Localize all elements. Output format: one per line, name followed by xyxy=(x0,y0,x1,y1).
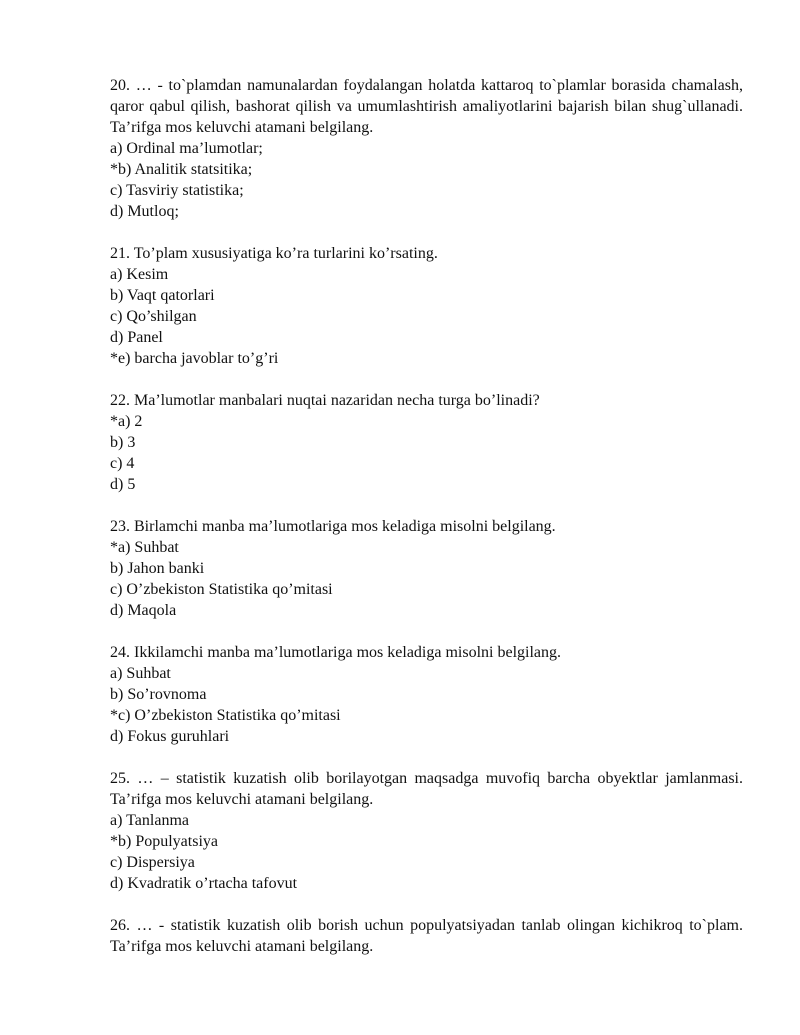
answer-option: *a) 2 xyxy=(110,413,143,430)
question-24 xyxy=(110,642,743,747)
question-text: 25. … – statistik kuzatish olib borilayotgan maqsadga muvofiq barcha obyektlar jamlanmasi. Ta’rifga mos keluvchi atamani belgilang. xyxy=(110,770,743,808)
answer-option: c) Dispersiya xyxy=(110,854,195,871)
answer-option: b) Vaqt qatorlari xyxy=(110,287,215,304)
answer-option: a) Tanlanma xyxy=(110,812,189,829)
answer-option: *e) barcha javoblar to’g’ri xyxy=(110,350,279,367)
answer-option: d) Maqola xyxy=(110,602,177,619)
question-text: 20. … - to`plamdan namunalardan foydalangan holatda kattaroq to`plamlar borasida chamalash, qaror qabul qilish, bashorat qilish va umumlashtirish amaliyotlarini bajarish bilan shug`ullanadi. Ta’rifga mos keluvchi atamani belgilang. xyxy=(110,77,743,136)
answer-option: c) O’zbekiston Statistika qo’mitasi xyxy=(110,581,333,598)
answer-option: b) 3 xyxy=(110,434,136,451)
answer-option: *a) Suhbat xyxy=(110,539,179,556)
answer-option: b) Jahon banki xyxy=(110,560,205,577)
answer-option: d) Mutloq; xyxy=(110,203,179,220)
answer-option: *b) Populyatsiya xyxy=(110,833,218,850)
answer-option: a) Ordinal ma’lumotlar; xyxy=(110,140,263,157)
question-text: 23. Birlamchi manba ma’lumotlariga mos keladiga misolni belgilang. xyxy=(110,518,556,535)
question-21 xyxy=(110,243,743,369)
answer-option: a) Suhbat xyxy=(110,665,171,682)
answer-option: c) Tasviriy statistika; xyxy=(110,182,244,199)
answer-option: c) Qo’shilgan xyxy=(110,308,197,325)
answer-option: a) Kesim xyxy=(110,266,169,283)
question-20 xyxy=(110,75,743,222)
answer-option: *b) Analitik statsitika; xyxy=(110,161,253,178)
answer-option: b) So’rovnoma xyxy=(110,686,207,703)
question-text: 26. … - statistik kuzatish olib borish uchun populyatsiyadan tanlab olingan kichikroq to`plam. Ta’rifga mos keluvchi atamani belgilang. xyxy=(110,917,743,955)
answer-option: d) Panel xyxy=(110,329,163,346)
question-23 xyxy=(110,516,743,621)
question-22 xyxy=(110,390,743,495)
answer-option: d) Fokus guruhlari xyxy=(110,728,230,745)
answer-option: d) Kvadratik o’rtacha tafovut xyxy=(110,875,298,892)
answer-option: d) 5 xyxy=(110,476,136,493)
question-text: 24. Ikkilamchi manba ma’lumotlariga mos keladiga misolni belgilang. xyxy=(110,644,562,661)
question-25 xyxy=(110,768,743,894)
answer-option: *c) O’zbekiston Statistika qo’mitasi xyxy=(110,707,341,724)
question-text: 22. Ma’lumotlar manbalari nuqtai nazaridan necha turga bo’linadi? xyxy=(110,392,540,409)
question-26 xyxy=(110,915,743,957)
answer-option: c) 4 xyxy=(110,455,135,472)
question-text: 21. To’plam xususiyatiga ko’ra turlarini ko’rsating. xyxy=(110,245,438,262)
